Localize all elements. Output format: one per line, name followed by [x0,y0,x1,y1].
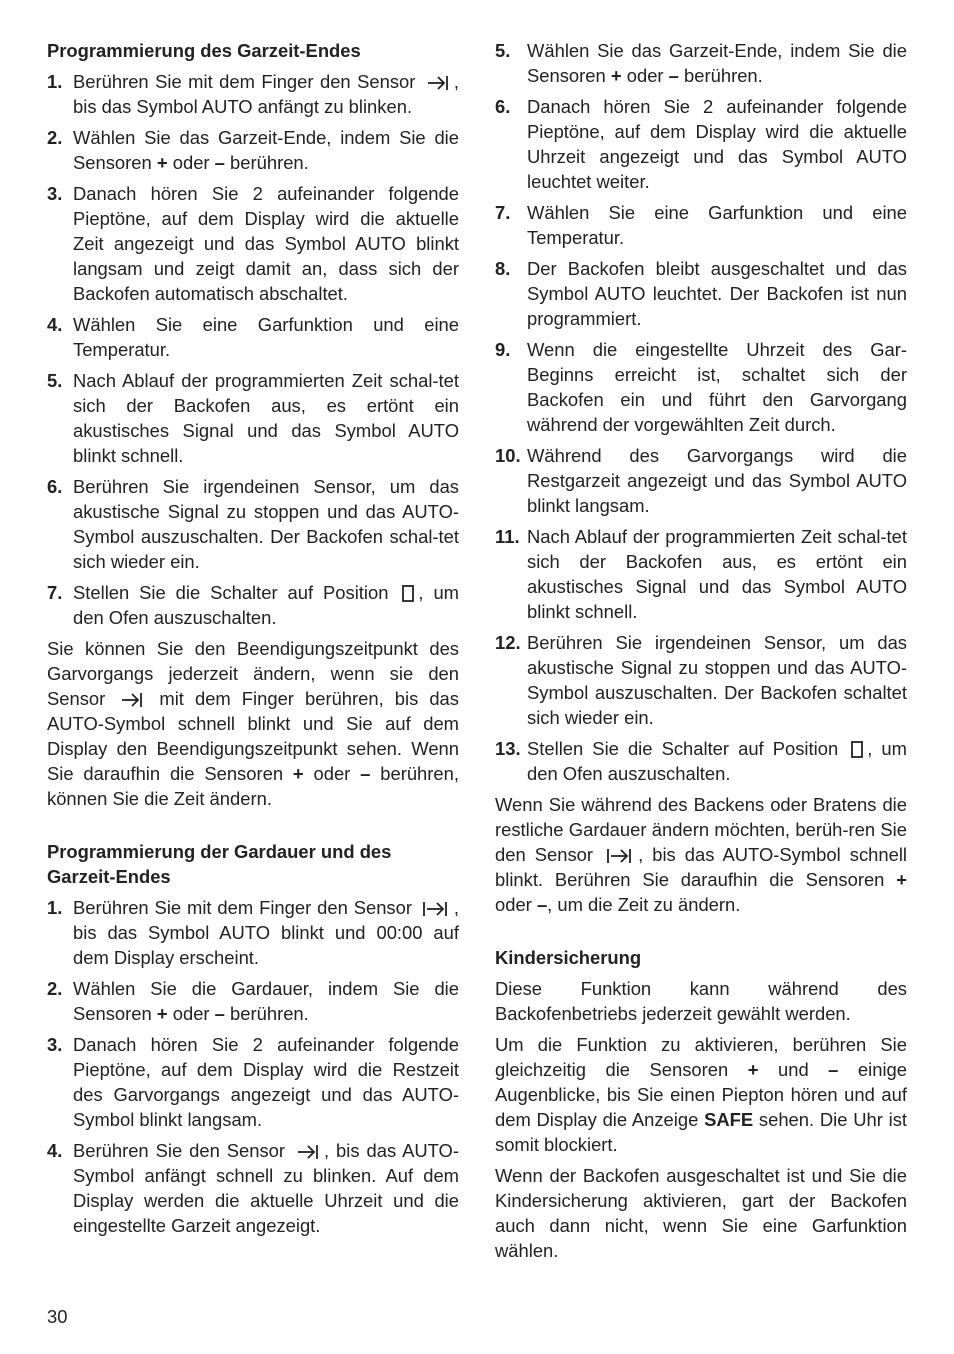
step-text [73,580,459,630]
duration-steps-continued [495,38,907,786]
minus-sensor: – [828,1059,839,1080]
paragraph-text: einige Augenblicke, bis Sie einen Piepton hören und auf dem Display die Anzeige [495,1059,907,1130]
list-item [495,736,907,786]
duration-sensor-icon [421,900,451,918]
step-number: 13. [495,738,521,759]
left-column [47,38,459,1244]
step-text-part: Berühren Sie mit dem Finger den Sensor [73,897,412,918]
step-text-part: berühren. [230,1003,309,1024]
list-item [495,256,907,331]
step-text: Nach Ablauf der programmierten Zeit schal-tet sich der Backofen aus, es ertönt ein akustisches Signal und das Symbol AUTO blinkt schnell. [73,370,459,466]
list-item [495,443,907,518]
section-heading-child-lock: Kindersicherung [495,947,642,968]
step-text [527,736,907,786]
list-item [47,368,459,468]
step-number: 5. [495,40,511,61]
step-text-part: Stellen Sie die Schalter auf Position [73,582,389,603]
paragraph-text: , bis das AUTO-Symbol schnell blinkt. Berühren Sie daraufhin die Sensoren [495,844,907,890]
list-item [495,38,907,88]
section-heading-end-time: Programmierung des Garzeit-Endes [47,40,361,61]
list-item [47,976,459,1026]
paragraph-text: Wenn Sie während des Backens oder Bratens die restliche Gardauer ändern möchten, berüh-ren Sie den Sensor [495,794,907,865]
step-text: Der Backofen bleibt ausgeschaltet und das Symbol AUTO leuchtet. Der Backofen ist nun programmiert. [527,258,907,329]
list-item [47,895,459,970]
paragraph-text: Sie können Sie den Beendigungszeitpunkt des Garvorgangs jederzeit ändern, wenn sie den Sensor [47,638,459,709]
step-text-part: , bis das Symbol AUTO anfängt zu blinken. [73,71,459,117]
plus-sensor: + [156,152,168,173]
paragraph-text: mit dem Finger berühren, bis das AUTO-Symbol schnell blinkt und Sie auf dem Display den Beendigungszeitpunkt sehen. Wenn Sie daraufhin die Sensoren [47,688,459,784]
step-text [527,38,907,88]
step-text-part: oder [172,152,210,173]
step-text [73,1138,459,1238]
step-number: 7. [495,202,511,223]
step-text: Danach hören Sie 2 aufeinander folgende Pieptöne, auf dem Display wird die aktuelle Zeit angezeigt und das Symbol AUTO blinkt langsam und zeigt damit an, dass sich der Backofen automatisch abschaltet. [73,183,459,304]
section-heading-duration: Programmierung der Gardauer und des Garzeit-Endes [47,841,392,887]
list-item [495,337,907,437]
step-text: Danach hören Sie 2 aufeinander folgende Pieptöne, auf dem Display wird die aktuelle Uhrzeit angezeigt und das Symbol AUTO leuchtet weiter. [527,96,907,192]
step-text [73,69,459,119]
minus-sensor: – [536,894,548,915]
step-number: 8. [495,258,511,279]
list-item [495,200,907,250]
end-time-steps [47,69,459,630]
plus-sensor: + [747,1059,759,1080]
step-text: Wählen Sie eine Garfunktion und eine Temperatur. [527,202,907,248]
list-item [47,181,459,306]
step-text [73,125,459,175]
step-number: 2. [47,127,63,148]
paragraph-text: , um die Zeit zu ändern. [547,894,741,915]
step-number: 2. [47,978,63,999]
list-item [47,1138,459,1238]
list-item [47,125,459,175]
duration-change-paragraph [495,792,907,917]
step-text-part: , bis das AUTO-Symbol anfängt schnell zu blinken. Auf dem Display werden die aktuelle Uhrzeit und die eingestellte Garzeit angezeigt. [73,1140,459,1236]
step-text: Berühren Sie irgendeinen Sensor, um das akustische Signal zu stoppen und das AUTO-Symbol auszuschalten. Der Backofen schaltet sich wieder ein. [527,632,907,728]
list-item [47,474,459,574]
list-item [47,1032,459,1132]
plus-sensor: + [896,869,907,890]
plus-sensor: + [610,65,622,86]
paragraph-text: und [777,1059,809,1080]
off-position-icon [850,740,864,760]
step-text-part: , um den Ofen auszuschalten. [73,582,459,628]
step-text-part: Berühren Sie den Sensor [73,1140,286,1161]
section-spacer [47,817,459,839]
end-time-change-paragraph [47,636,459,811]
step-text-part: Wählen Sie die Gardauer, indem Sie die Sensoren [73,978,459,1024]
step-number: 6. [495,96,511,117]
child-lock-activation [495,1032,907,1157]
step-number: 1. [47,897,63,918]
list-item [495,630,907,730]
step-number: 3. [47,1034,63,1055]
step-number: 7. [47,582,63,603]
step-text-part: Wählen Sie das Garzeit-Ende, indem Sie die Sensoren [73,127,459,173]
step-text-part: berühren. [230,152,309,173]
end-time-sensor-icon [119,691,145,709]
step-text: Während des Garvorgangs wird die Restgarzeit angezeigt und das Symbol AUTO blinkt langsam. [527,445,907,516]
step-text: Nach Ablauf der programmierten Zeit schal-tet sich der Backofen aus, es ertönt ein akustisches Signal und das Symbol AUTO blinkt schnell. [527,526,907,622]
list-item [47,312,459,362]
step-number: 5. [47,370,63,391]
step-number: 1. [47,71,63,92]
page-number: 30 [47,1306,68,1327]
plus-sensor: + [156,1003,168,1024]
step-number: 3. [47,183,63,204]
safe-display-text: SAFE [704,1109,754,1130]
step-text [73,895,459,970]
minus-sensor: – [214,152,225,173]
paragraph-text: oder [495,894,532,915]
list-item [47,69,459,119]
end-time-sensor-icon [425,74,451,92]
step-number: 4. [47,314,63,335]
paragraph-text: oder [313,763,351,784]
step-text-part: Wählen Sie das Garzeit-Ende, indem Sie die Sensoren [527,40,907,86]
step-text-part: oder [626,65,664,86]
step-text-part: , bis das Symbol AUTO blinkt und 00:00 auf dem Display erscheint. [73,897,459,968]
step-text: Berühren Sie irgendeinen Sensor, um das akustische Signal zu stoppen und das AUTO-Symbol auszuschalten. Der Backofen schal-tet sich wieder ein. [73,476,459,572]
duration-sensor-icon [605,847,635,865]
end-time-sensor-icon [295,1143,321,1161]
step-number: 12. [495,632,521,653]
step-number: 6. [47,476,63,497]
child-lock-note: Wenn der Backofen ausgeschaltet ist und Sie die Kindersicherung aktivieren, gart der Backofen auch dann nicht, wenn Sie eine Garfunktion wählen. [495,1165,907,1261]
list-item [47,580,459,630]
off-position-icon [401,584,415,604]
step-number: 4. [47,1140,63,1161]
minus-sensor: – [360,763,371,784]
minus-sensor: – [668,65,679,86]
step-number: 11. [495,526,520,547]
step-number: 10. [495,445,521,466]
child-lock-intro: Diese Funktion kann während des Backofenbetriebs jederzeit gewählt werden. [495,978,907,1024]
duration-steps [47,895,459,1238]
step-text-part: Berühren Sie mit dem Finger den Sensor [73,71,416,92]
section-spacer [495,923,907,945]
paragraph-text: Um die Funktion zu aktivieren, berühren Sie gleichzeitig die Sensoren [495,1034,907,1080]
step-text-part: Stellen Sie die Schalter auf Position [527,738,839,759]
step-text-part: oder [172,1003,210,1024]
step-text: Wählen Sie eine Garfunktion und eine Temperatur. [73,314,459,360]
right-column [495,38,907,1269]
paragraph-text: berühren, können Sie die Zeit ändern. [47,763,459,809]
step-text-part: berühren. [684,65,763,86]
step-text-part: , um den Ofen auszuschalten. [527,738,907,784]
step-text: Wenn die eingestellte Uhrzeit des Gar-Beginns erreicht ist, schaltet sich der Backofen ein und führt den Garvorgang während der vorgewählten Zeit durch. [527,339,907,435]
paragraph-text: sehen. Die Uhr ist somit blockiert. [495,1109,907,1155]
plus-sensor: + [292,763,304,784]
minus-sensor: – [214,1003,225,1024]
list-item [495,94,907,194]
step-text: Danach hören Sie 2 aufeinander folgende Pieptöne, auf dem Display wird die Restzeit des Garvorgangs angezeigt und das AUTO-Symbol blinkt langsam. [73,1034,459,1130]
step-number: 9. [495,339,511,360]
step-text [73,976,459,1026]
list-item [495,524,907,624]
